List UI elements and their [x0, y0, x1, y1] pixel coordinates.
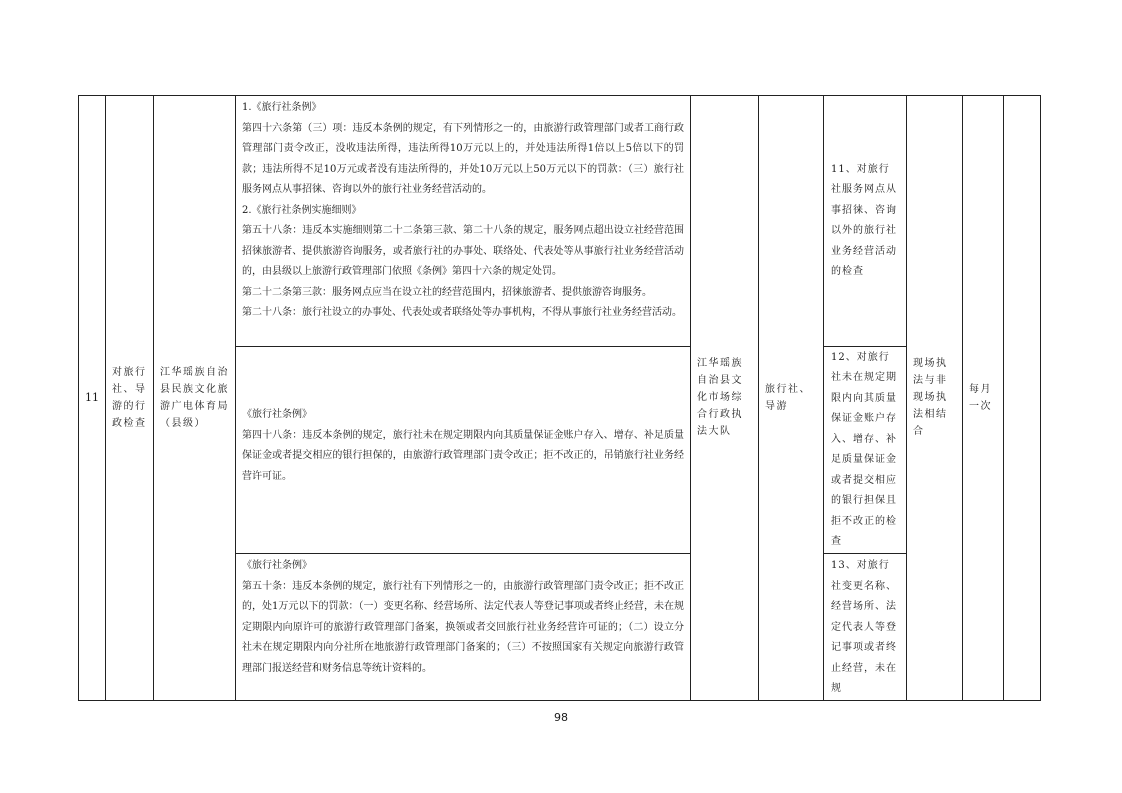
standard-13: 13、对旅行社变更名称、经营场所、法定代表人等登记事项或者终止经营，未在规: [824, 554, 907, 701]
basis-line: 《旅行社条例》: [242, 409, 312, 420]
frequency-cell: 每月一次: [963, 96, 1004, 701]
row-index: 11: [79, 96, 106, 701]
basis-line: 1.《旅行社条例》: [242, 102, 322, 113]
enforcer-cell: 江华瑶族自治县文化市场综合行政执法大队: [691, 96, 759, 701]
basis-line: 第五十八条：违反本实施细则第二十二条第三款、第二十八条的规定，服务网点超出设立社经营范围招徕旅游者、提供旅游咨询服务，或者旅行社的办事处、联络处、代表处等从事旅行社业务经营活动的，由县级以上旅游行政管理部门依照《条例》第四十六条的规定处罚。: [242, 225, 684, 277]
basis-line: 2.《旅行社条例实施细则》: [242, 204, 362, 216]
basis-line: 第五十条：违反本条例的规定，旅行社有下列情形之一的，由旅游行政管理部门责令改正；拒不改正的，处1万元以下的罚款：（一）变更名称、经营场所、法定代表人等登记事项或者终止经营，未在规定期限内向原许可的旅游行政管理部门备案，换领或者交回旅行社业务经营许可证的；（二）设立分社未在规定期限内向分社所在地旅游行政管理部门备案的；（三）不按照国家有关规定向旅游行政管理部门报送经营和财务信息等统计资料的。: [242, 580, 684, 674]
legal-basis-block-3: [236, 554, 691, 701]
basis-line: 第四十六条第（三）项：违反本条例的规定，有下列情形之一的，由旅游行政管理部门或者工商行政管理部门责令改正，没收违法所得，违法所得10万元以上的，并处违法所得1倍以上5倍以下的罚款；违法所得不足10万元或者没有违法所得的，并处10万元以上50万元以下的罚款：（三）旅行社服务网点从事招徕、咨询以外的旅行社业务经营活动的。: [242, 122, 684, 195]
item-name-cell: 对旅行社、导游的行政检查: [106, 96, 154, 701]
basis-line: 《旅行社条例》: [242, 560, 312, 571]
legal-basis-block-2: [236, 347, 691, 554]
method-cell: 现场执法与非现场执法相结合: [907, 96, 963, 701]
standard-12: 12、对旅行社未在规定期限内向其质量保证金账户存入、增存、补足质量保证金或者提交相应的银行担保且拒不改正的检查: [824, 347, 907, 554]
authority-cell: 江华瑶族自治县民族文化旅游广电体育局（县级）: [154, 96, 236, 701]
target-cell: 旅行社、导游: [759, 96, 824, 701]
basis-line: 第二十八条：旅行社设立的办事处、代表处或者联络处等办事机构，不得从事旅行社业务经营活动。: [242, 307, 682, 318]
basis-line: 第二十二条第三款：服务网点应当在设立社的经营范围内，招徕旅游者、提供旅游咨询服务。: [242, 286, 652, 298]
inspection-table: [78, 95, 1041, 701]
note-cell: [1004, 96, 1041, 701]
page-number: 98: [554, 711, 568, 724]
standard-11: 11、对旅行社服务网点从事招徕、咨询以外的旅行社业务经营活动的检查: [824, 96, 907, 347]
legal-basis-block-1: [236, 96, 691, 347]
basis-line: 第四十八条：违反本条例的规定，旅行社未在规定期限内向其质量保证金账户存入、增存、补足质量保证金或者提交相应的银行担保的，由旅游行政管理部门责令改正；拒不改正的，吊销旅行社业务经营许可证。: [242, 429, 684, 482]
